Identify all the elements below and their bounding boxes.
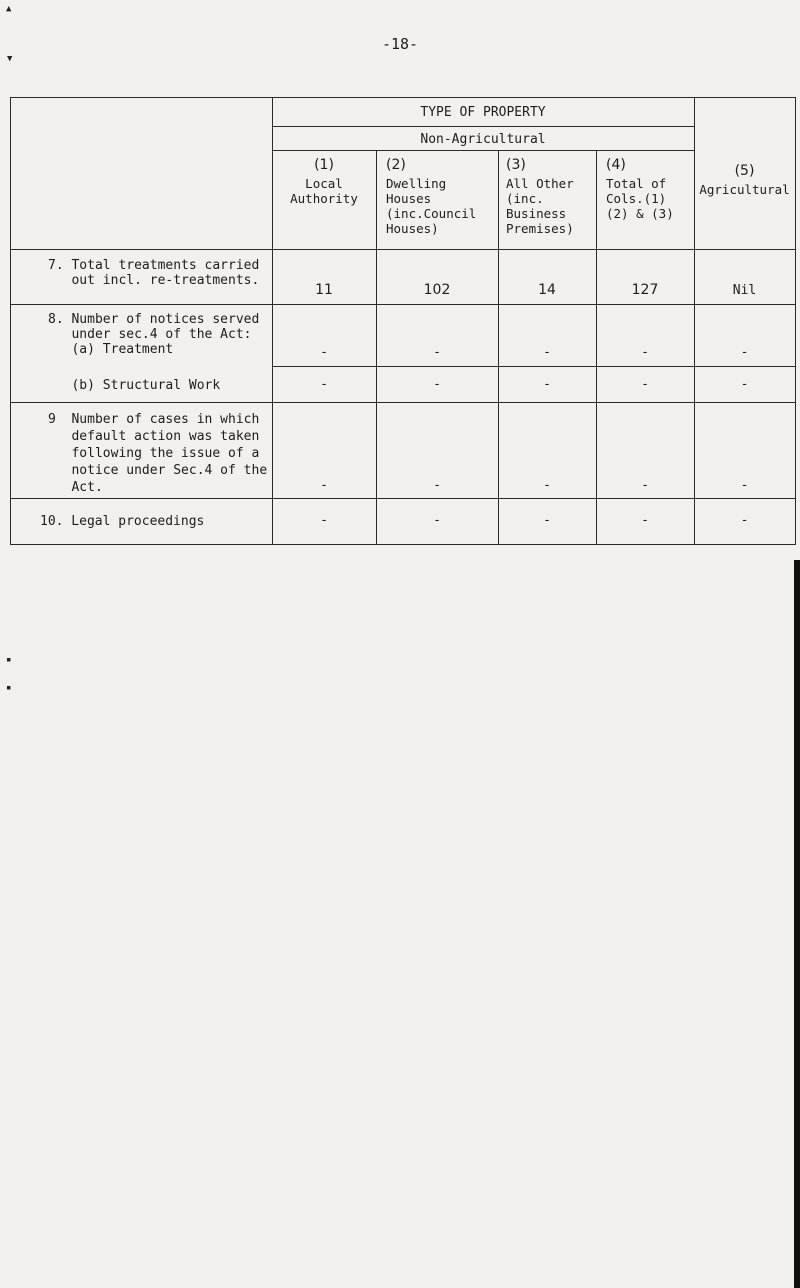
table-cell: -: [543, 377, 551, 392]
col3-number: (3): [506, 157, 526, 173]
scan-mark: ▼: [7, 54, 13, 64]
table-cell: -: [433, 345, 441, 360]
row-label-legal-proceedings: 10. Legal proceedings: [40, 514, 205, 529]
scan-mark: ▪: [6, 683, 12, 693]
table-cell: -: [740, 345, 749, 360]
col4-label: Total of Cols.(1) (2) & (3): [606, 176, 674, 221]
non-agricultural-heading: Non-Agricultural: [420, 132, 546, 147]
scan-mark: ▲: [6, 4, 12, 14]
scan-edge: [794, 560, 800, 1288]
row-label-notices-treatment: 8. Number of notices served under sec.4 of the Act: (a) Treatment: [48, 312, 260, 357]
type-of-property-heading: TYPE OF PROPERTY: [420, 105, 546, 120]
row-label-total-treatments: 7. Total treatments carried out incl. re-treatments.: [48, 258, 260, 288]
table-cell: -: [641, 478, 649, 493]
scan-mark: ▪: [6, 655, 12, 665]
table-cell: -: [320, 345, 328, 360]
table-cell: -: [433, 513, 441, 528]
col3-label: All Other (inc. Business Premises): [506, 176, 574, 236]
table-cell: -: [543, 513, 551, 528]
table-cell: -: [433, 377, 441, 392]
col4-number: (4): [606, 157, 626, 173]
col1-label: Local Authority: [290, 176, 358, 206]
table-cell: -: [543, 478, 551, 493]
table-cell: -: [320, 377, 328, 392]
page-number: -18-: [381, 35, 419, 53]
table-cell: -: [433, 478, 441, 493]
col2-number: (2): [386, 157, 406, 173]
table-cell: -: [740, 377, 749, 392]
table-cell: 102: [423, 282, 451, 298]
table-cell: -: [641, 377, 649, 392]
table-cell: -: [641, 345, 649, 360]
table-cell: -: [320, 478, 328, 493]
col1-number: (1): [314, 157, 334, 173]
table-cell: -: [740, 513, 749, 528]
table-cell: 11: [315, 282, 333, 298]
table-cell: 127: [631, 282, 659, 298]
table-cell: -: [641, 513, 649, 528]
table-cell: -: [740, 478, 749, 493]
col2-label: Dwelling Houses (inc.Council Houses): [386, 176, 477, 236]
col5-label: Agricultural: [699, 182, 790, 197]
table-cell: Nil: [732, 283, 757, 298]
row-label-structural-work: (b) Structural Work: [48, 378, 221, 393]
table-cell: -: [543, 345, 551, 360]
row-label-default-action: 9 Number of cases in which default action was taken following the issue of a notice under Sec.4 of the Act.: [48, 412, 268, 495]
table-cell: -: [320, 513, 328, 528]
table-cell: 14: [538, 282, 556, 298]
col5-number: (5): [734, 163, 755, 179]
